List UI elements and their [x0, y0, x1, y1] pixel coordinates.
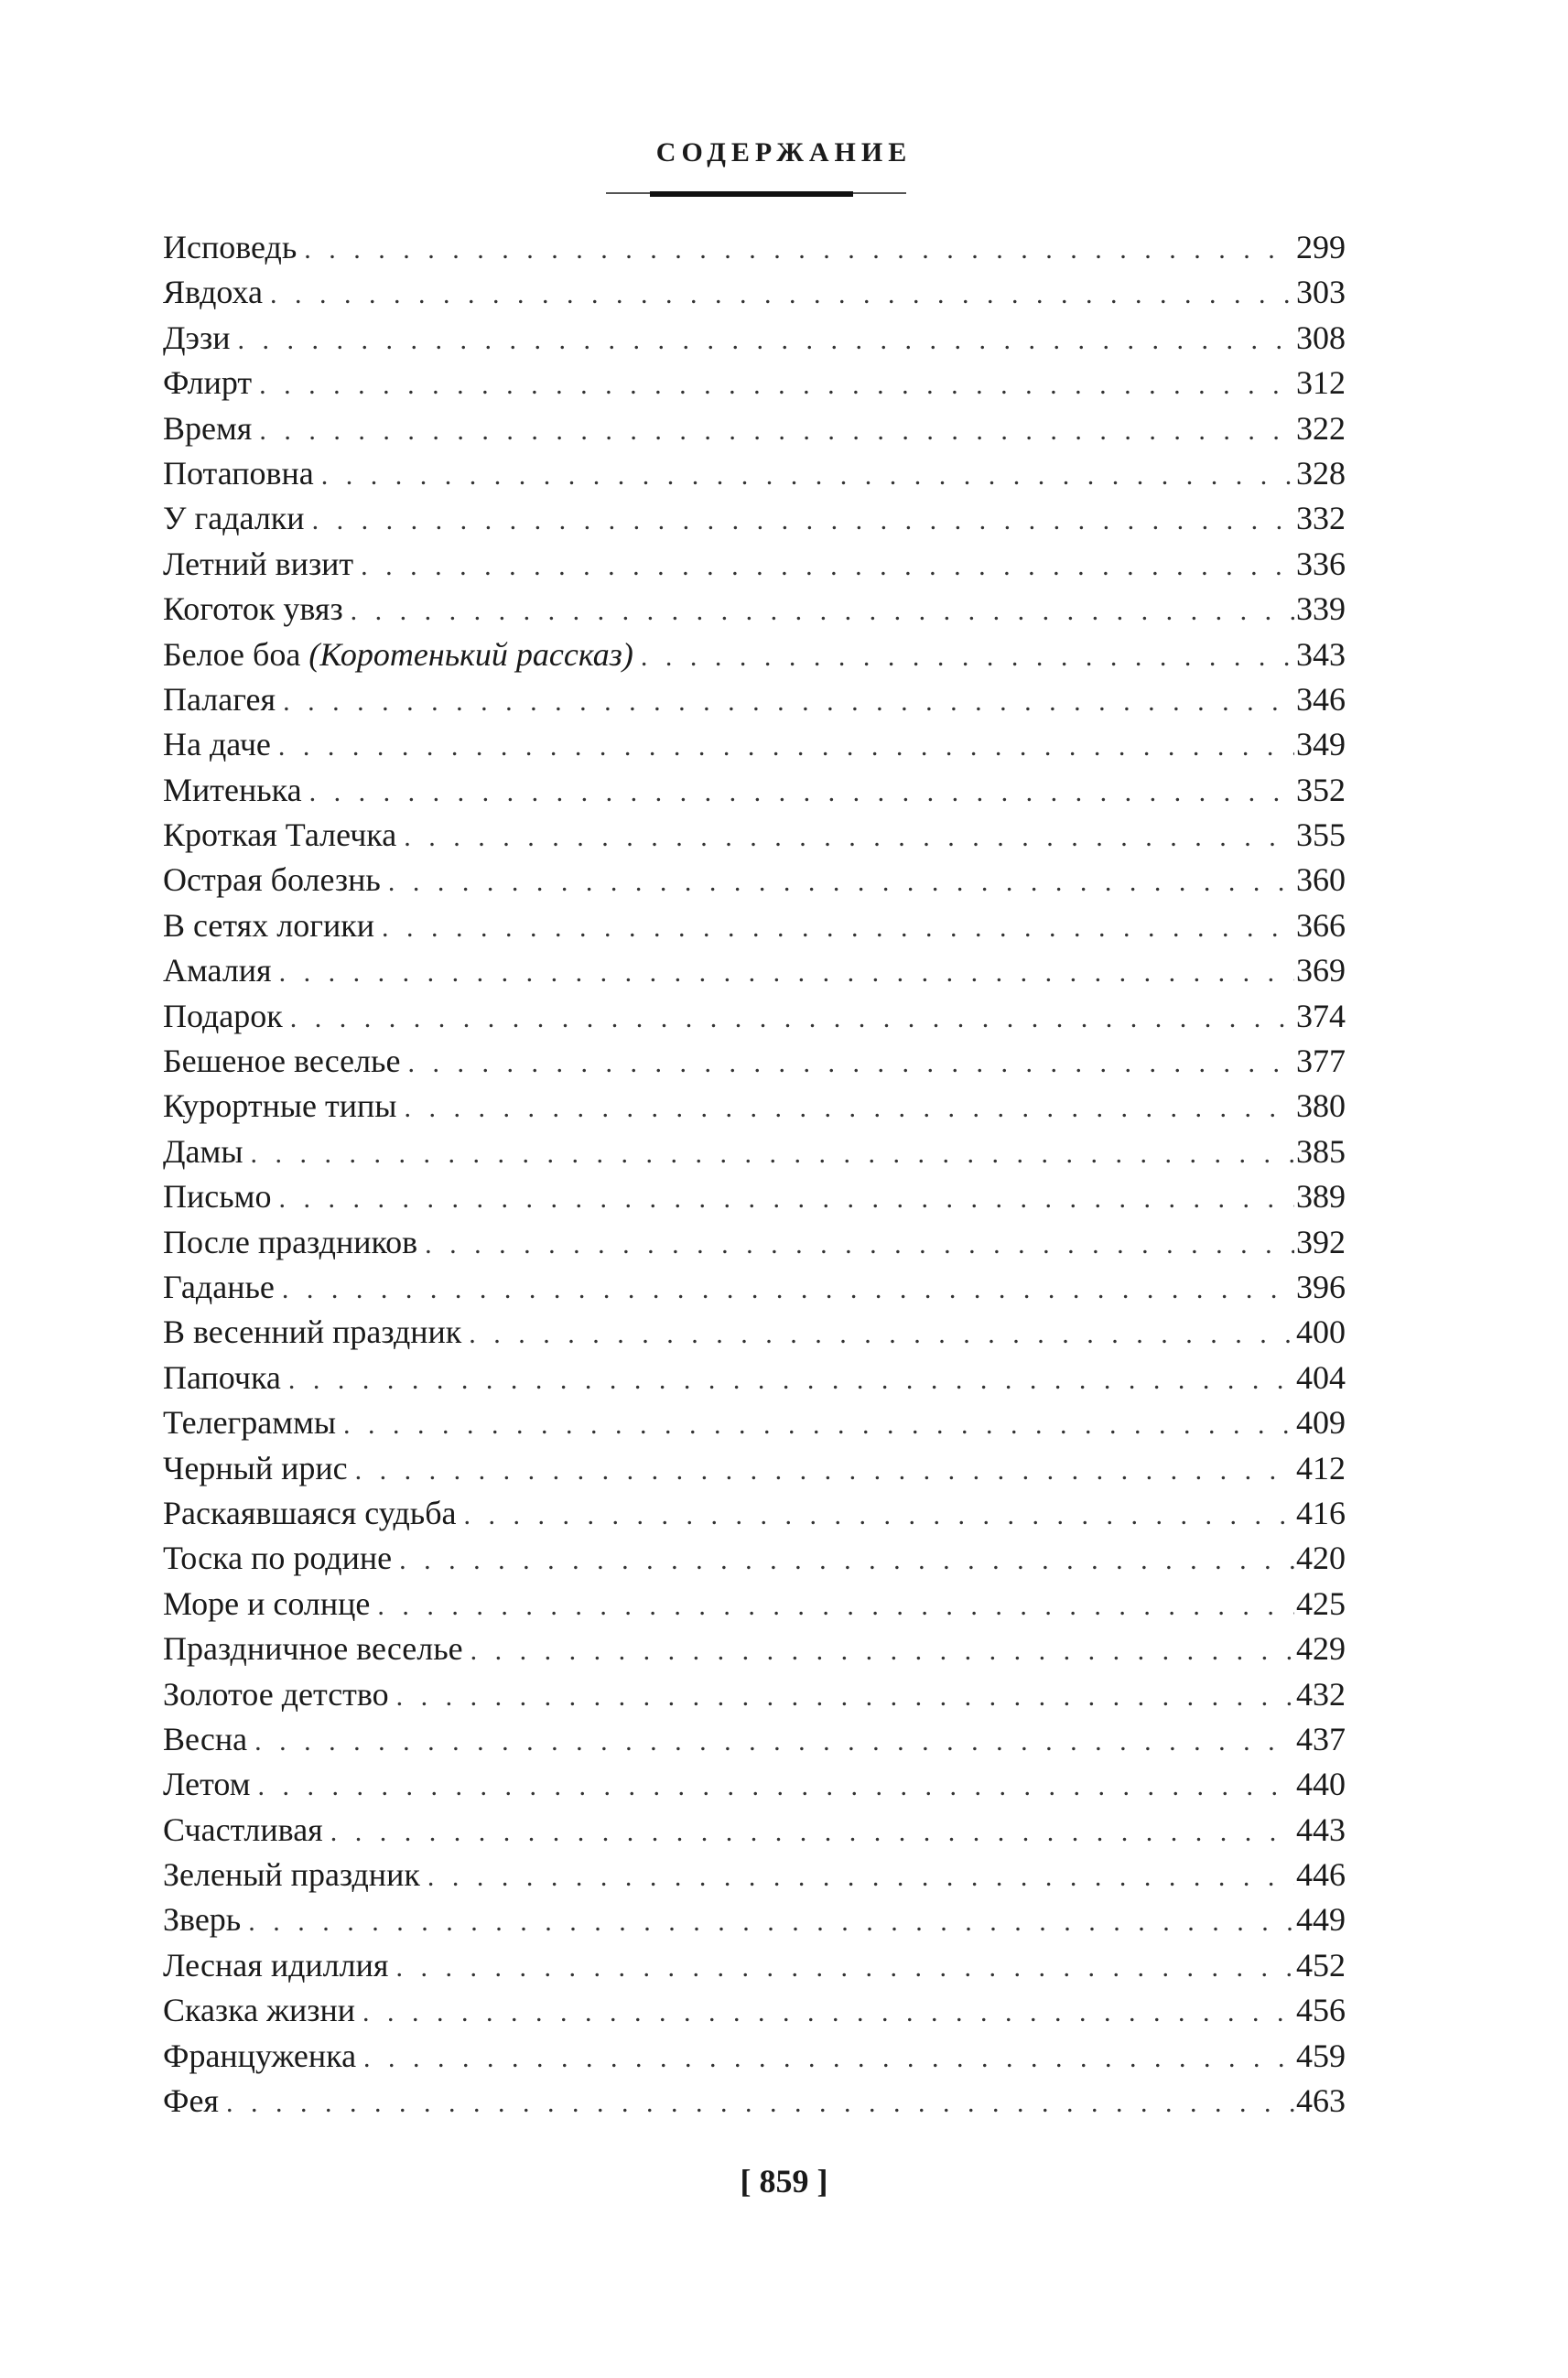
toc-entry: [163, 1717, 1346, 1762]
toc-entry-title: [163, 1084, 404, 1129]
toc-entry: [163, 1853, 1346, 1897]
toc-entry-page-number: 432: [1296, 1675, 1346, 1713]
toc-entry-title-text: Праздничное веселье: [163, 1630, 463, 1668]
toc-entry-page-number: 322: [1296, 409, 1346, 447]
toc-entry: [163, 1220, 1346, 1265]
toc-entry-title: [163, 677, 283, 722]
toc-entry-title-text: Золотое детство: [163, 1675, 389, 1713]
toc-entry-leader-dots: [388, 859, 1294, 904]
toc-entry: [163, 1943, 1346, 1988]
toc-entry-title-text: Подарок: [163, 997, 283, 1034]
toc-entry: [163, 1446, 1346, 1491]
toc-entry-leader-dots: [407, 1041, 1294, 1086]
toc-entry: [163, 361, 1346, 405]
toc-entry: [163, 2034, 1346, 2079]
toc-entry-title-text: Палагея: [163, 680, 276, 718]
toc-entry: [163, 1084, 1346, 1129]
toc-entry-leader-dots: [362, 1990, 1294, 2035]
toc-entry-page-number: 392: [1296, 1223, 1346, 1260]
toc-entry: [163, 2079, 1346, 2124]
toc-entry-title-text: Бешеное веселье: [163, 1043, 401, 1080]
toc-entry-title: [163, 1627, 470, 1671]
toc-entry-title-text: Телеграммы: [163, 1404, 337, 1442]
toc-entry-title-text: Весна: [163, 1720, 248, 1757]
toc-entry-title: [163, 1988, 362, 2033]
toc-entry-title: [163, 994, 290, 1039]
toc-entry-title: [163, 1130, 251, 1174]
toc-entry-leader-dots: [283, 679, 1294, 724]
toc-entry-title-text: Курортные типы: [163, 1087, 397, 1125]
toc-entry-page-number: 385: [1296, 1132, 1346, 1170]
toc-entry-page-number: 452: [1296, 1946, 1346, 1983]
toc-entry-leader-dots: [270, 272, 1294, 317]
toc-entry-leader-dots: [395, 1945, 1294, 1990]
toc-entry-title-text: Дамы: [163, 1132, 243, 1170]
toc-entry-page-number: 456: [1296, 1992, 1346, 2029]
toc-entry-leader-dots: [290, 996, 1294, 1041]
toc-entry-page-number: 346: [1296, 680, 1346, 718]
toc-entry-page-number: 449: [1296, 1901, 1346, 1939]
toc-entry-leader-dots: [377, 1584, 1294, 1628]
toc-entry-page-number: 412: [1296, 1449, 1346, 1486]
toc-entry-title: [163, 948, 279, 993]
toc-entry-title: [163, 1897, 248, 1942]
toc-entry-title-text: Дэзи: [163, 319, 231, 356]
toc-entry-subtitle: (Коротенький рассказ): [308, 635, 633, 673]
page-number: [ 859 ]: [740, 2163, 828, 2200]
toc-entry: [163, 1400, 1346, 1445]
toc-entry-title-text: Раскаявшаяся судьба: [163, 1494, 457, 1531]
toc-entry-leader-dots: [278, 724, 1294, 769]
toc-entry-page-number: 443: [1296, 1811, 1346, 1848]
head-rule-accent: [650, 191, 853, 197]
toc-entry-page-number: 332: [1296, 500, 1346, 537]
toc-entry-title: [163, 1356, 288, 1400]
toc-entry-title-text: Папочка: [163, 1358, 281, 1396]
toc-entry-title: [163, 903, 382, 948]
toc-entry-title: [163, 1717, 254, 1762]
toc-entry: [163, 1762, 1346, 1807]
toc-entry-title-text: Гаданье: [163, 1268, 275, 1305]
toc-entry-page-number: 400: [1296, 1313, 1346, 1351]
toc-entry-title: [163, 1446, 355, 1491]
toc-entry-leader-dots: [254, 1719, 1294, 1764]
toc-entry: [163, 1897, 1346, 1942]
toc-entry-title-text: Зверь: [163, 1901, 242, 1939]
toc-entry-page-number: 377: [1296, 1043, 1346, 1080]
toc-entry-page-number: 303: [1296, 274, 1346, 311]
toc-entry-title-text: В сетях логики: [163, 906, 374, 944]
toc-entry-leader-dots: [404, 1086, 1294, 1130]
toc-entry-title: [163, 542, 361, 587]
toc-entry-title-text: После праздников: [163, 1223, 418, 1260]
toc-entry-page-number: 409: [1296, 1404, 1346, 1442]
toc-entry-leader-dots: [304, 227, 1294, 272]
toc-entry-title-text: Явдоха: [163, 274, 264, 311]
toc-entry-title: [163, 406, 259, 451]
toc-entry-leader-dots: [363, 2036, 1294, 2081]
toc-entry-title: [163, 587, 351, 632]
toc-entry-leader-dots: [464, 1493, 1294, 1538]
toc-entry-leader-dots: [399, 1538, 1294, 1583]
toc-entry: [163, 1988, 1346, 2033]
toc-entry: [163, 903, 1346, 948]
toc-entry-title: [163, 813, 404, 858]
toc-entry-leader-dots: [259, 408, 1294, 453]
toc-entry-title: [163, 1265, 282, 1310]
toc-entry: [163, 542, 1346, 587]
toc-entry-title-text: Митенька: [163, 771, 302, 808]
toc-entry-title: [163, 1808, 330, 1853]
toc-entry-title: [163, 1491, 464, 1536]
toc-entry-title-text: Зеленый праздник: [163, 1856, 420, 1894]
toc-entry-page-number: 420: [1296, 1540, 1346, 1577]
toc-entry: [163, 225, 1346, 270]
toc-entry-page-number: 312: [1296, 364, 1346, 402]
toc-entry-page-number: 463: [1296, 2082, 1346, 2120]
toc-entry-title-text: Тоска по родине: [163, 1540, 393, 1577]
toc-entry-leader-dots: [330, 1810, 1294, 1854]
toc-entry-title-text: Амалия: [163, 952, 272, 989]
toc-entry-title-text: Кроткая Талечка: [163, 816, 397, 854]
toc-entry: [163, 994, 1346, 1039]
toc-entry-title: [163, 496, 312, 541]
toc-entry: [163, 316, 1346, 361]
toc-entry: [163, 1265, 1346, 1310]
toc-entry-page-number: 380: [1296, 1087, 1346, 1125]
toc-entry: [163, 496, 1346, 541]
toc-entry-leader-dots: [288, 1357, 1294, 1402]
toc-entry-leader-dots: [361, 544, 1294, 589]
toc-entry-title: [163, 768, 309, 813]
toc-entry-title: [163, 1400, 343, 1445]
toc-entry-title: [163, 1310, 469, 1355]
toc-entry-page-number: 308: [1296, 319, 1346, 356]
toc-entry-title: [163, 1220, 425, 1265]
toc-entry-page-number: 374: [1296, 997, 1346, 1034]
toc-entry: [163, 587, 1346, 632]
toc-entry: [163, 768, 1346, 813]
toc-entry-title: [163, 1943, 395, 1988]
toc-entry-leader-dots: [248, 1899, 1294, 1944]
toc-entry-page-number: 343: [1296, 635, 1346, 673]
toc-entry: [163, 451, 1346, 496]
toc-entry-title: [163, 722, 278, 767]
toc-entry-title: [163, 1582, 377, 1627]
toc-entry: [163, 948, 1346, 993]
toc-entry-title-text: У гадалки: [163, 500, 305, 537]
toc-entry: [163, 1536, 1346, 1581]
toc-entry: [163, 858, 1346, 903]
toc-entry-page-number: 437: [1296, 1720, 1346, 1757]
toc-entry-title-text: На даче: [163, 726, 271, 763]
toc-entry-leader-dots: [282, 1267, 1294, 1312]
toc-entry-page-number: 366: [1296, 906, 1346, 944]
toc-entry-leader-dots: [251, 1131, 1294, 1176]
toc-entry-leader-dots: [396, 1674, 1294, 1719]
table-of-contents: [163, 225, 1346, 2124]
toc-entry: [163, 1672, 1346, 1717]
toc-entry-leader-dots: [258, 1764, 1294, 1809]
running-head: СОДЕРЖАНИЕ: [655, 137, 913, 168]
toc-entry-page-number: 446: [1296, 1856, 1346, 1894]
toc-entry-leader-dots: [312, 498, 1294, 543]
toc-entry-leader-dots: [382, 905, 1294, 950]
toc-entry-page-number: 404: [1296, 1358, 1346, 1396]
toc-entry-leader-dots: [351, 589, 1294, 633]
toc-entry: [163, 677, 1346, 722]
toc-entry-title-text: Флирт: [163, 364, 253, 402]
toc-entry: [163, 632, 1346, 677]
toc-entry-title-text: Счастливая: [163, 1811, 323, 1848]
toc-entry: [163, 1627, 1346, 1671]
toc-entry-title: [163, 225, 304, 270]
toc-entry-page-number: 416: [1296, 1494, 1346, 1531]
toc-entry-title: [163, 632, 641, 677]
toc-entry-title-text: Коготок увяз: [163, 590, 343, 628]
toc-entry-title-text: Черный ирис: [163, 1449, 348, 1486]
toc-entry: [163, 1130, 1346, 1174]
toc-entry-page-number: 429: [1296, 1630, 1346, 1668]
toc-entry-title-text: Белое боа: [163, 635, 301, 673]
toc-entry-leader-dots: [343, 1402, 1294, 1447]
toc-entry-leader-dots: [469, 1312, 1294, 1357]
toc-entry-title: [163, 361, 259, 405]
toc-entry-leader-dots: [238, 318, 1295, 362]
toc-entry-leader-dots: [309, 770, 1294, 815]
toc-entry-title-text: Потаповна: [163, 454, 314, 492]
toc-entry-page-number: 440: [1296, 1766, 1346, 1803]
toc-entry-title-text: Летом: [163, 1766, 251, 1803]
toc-entry-title: [163, 2034, 363, 2079]
toc-entry-leader-dots: [278, 1176, 1294, 1221]
toc-entry-leader-dots: [427, 1854, 1294, 1899]
toc-entry-page-number: 389: [1296, 1178, 1346, 1216]
toc-entry-title: [163, 858, 388, 903]
toc-entry-title-text: Время: [163, 409, 253, 447]
toc-entry-title: [163, 1762, 258, 1807]
toc-entry-title-text: Француженка: [163, 2037, 357, 2074]
toc-entry-title: [163, 1672, 396, 1717]
toc-entry: [163, 1582, 1346, 1627]
toc-entry-title-text: В весенний праздник: [163, 1313, 462, 1351]
toc-entry-page-number: 355: [1296, 816, 1346, 854]
toc-entry-title-text: Море и солнце: [163, 1584, 371, 1622]
toc-entry-title-text: Фея: [163, 2082, 219, 2120]
toc-entry: [163, 1491, 1346, 1536]
toc-entry-page-number: 369: [1296, 952, 1346, 989]
toc-entry-leader-dots: [470, 1628, 1294, 1673]
toc-entry-leader-dots: [226, 2081, 1294, 2125]
toc-entry-title: [163, 2079, 226, 2124]
toc-entry-page-number: 339: [1296, 590, 1346, 628]
toc-entry-leader-dots: [259, 362, 1294, 407]
toc-entry-leader-dots: [425, 1222, 1294, 1267]
toc-entry-title: [163, 451, 321, 496]
toc-entry-page-number: 336: [1296, 545, 1346, 582]
toc-entry-title: [163, 270, 270, 315]
toc-entry-page-number: 425: [1296, 1584, 1346, 1622]
toc-entry-leader-dots: [279, 950, 1294, 995]
toc-entry-page-number: 360: [1296, 861, 1346, 899]
toc-entry-title-text: Летний визит: [163, 545, 354, 582]
toc-entry-title: [163, 1039, 407, 1084]
toc-entry-page-number: 299: [1296, 229, 1346, 265]
toc-entry-page-number: 328: [1296, 454, 1346, 492]
toc-entry-page-number: 396: [1296, 1268, 1346, 1305]
toc-entry-leader-dots: [321, 453, 1294, 498]
toc-entry: [163, 813, 1346, 858]
toc-entry: [163, 1808, 1346, 1853]
toc-entry-page-number: 352: [1296, 771, 1346, 808]
toc-entry: [163, 1356, 1346, 1400]
toc-entry-title: [163, 1174, 278, 1219]
toc-entry: [163, 1039, 1346, 1084]
toc-entry-title: [163, 1536, 399, 1581]
toc-entry-title: [163, 1853, 427, 1897]
toc-entry-page-number: 349: [1296, 726, 1346, 763]
toc-entry-page-number: 459: [1296, 2037, 1346, 2074]
toc-entry-title-text: Сказка жизни: [163, 1992, 355, 2029]
toc-entry: [163, 722, 1346, 767]
toc-entry-title: [163, 316, 238, 361]
toc-entry: [163, 406, 1346, 451]
toc-entry-title-text: Письмо: [163, 1178, 272, 1216]
toc-entry: [163, 270, 1346, 315]
toc-entry-leader-dots: [641, 634, 1294, 679]
toc-entry: [163, 1174, 1346, 1219]
toc-entry: [163, 1310, 1346, 1355]
toc-entry-leader-dots: [355, 1448, 1294, 1493]
toc-entry-leader-dots: [404, 815, 1294, 859]
toc-entry-title-text: Острая болезнь: [163, 861, 381, 899]
toc-entry-title-text: Исповедь: [163, 229, 297, 265]
toc-entry-title-text: Лесная идиллия: [163, 1946, 389, 1983]
